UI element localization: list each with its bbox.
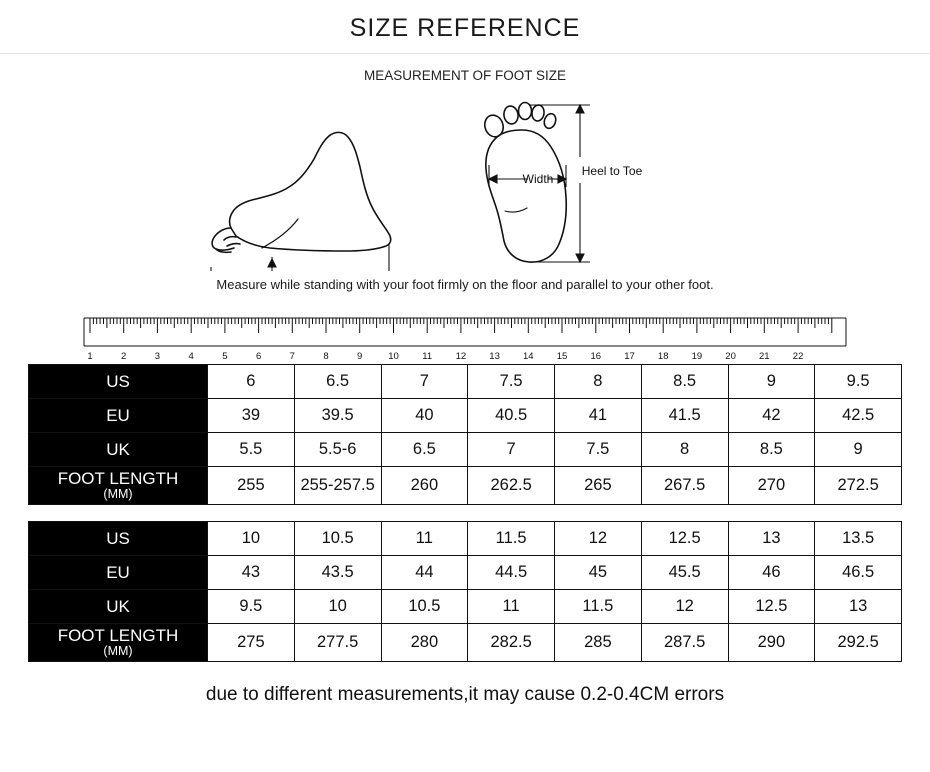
table-cell: 10 [294, 590, 381, 624]
ruler-label: 18 [657, 351, 669, 362]
measurement-instruction: Measure while standing with your foot firmly on the floor and parallel to your other foot. [216, 277, 714, 292]
footer-note: due to different measurements,it may cause 0.2-0.4CM errors [205, 684, 725, 705]
table-cell: 11.5 [468, 522, 555, 556]
ruler-label: 17 [624, 351, 635, 362]
table-cell: 6.5 [381, 433, 468, 467]
table-cell: 45 [555, 556, 642, 590]
row-header-label: UK [106, 439, 130, 459]
ruler-label: 12 [455, 351, 467, 362]
table-cell: 10.5 [381, 590, 468, 624]
ruler-label: 8 [323, 351, 329, 362]
table-cell: 13 [728, 522, 815, 556]
side-view-foot-icon [212, 132, 391, 252]
table-cell: 7.5 [468, 365, 555, 399]
table-cell: 292.5 [815, 624, 902, 662]
table-cell: 272.5 [815, 467, 902, 505]
ruler-graphic [0, 304, 930, 364]
ruler-label: 11 [422, 351, 433, 362]
table-cell: 290 [728, 624, 815, 662]
table-cell: 40.5 [468, 399, 555, 433]
row-header-label: US [106, 371, 130, 391]
ruler-label: 21 [759, 351, 770, 362]
table-cell: 43.5 [294, 556, 381, 590]
top-view-width-label: Width [522, 172, 554, 186]
ruler-label: 15 [556, 351, 568, 362]
table-cell: 270 [728, 467, 815, 505]
row-header [29, 365, 208, 399]
table-cell: 11 [468, 590, 555, 624]
ruler-label: 2 [121, 351, 127, 362]
top-view-heel-to-toe-label: Heel to Toe [581, 164, 643, 178]
table-row [29, 556, 902, 590]
table-cell: 285 [555, 624, 642, 662]
ruler-label: 14 [523, 351, 534, 362]
row-header-label: US [106, 528, 130, 548]
table-cell: 41 [555, 399, 642, 433]
table-row [29, 365, 902, 399]
table-cell: 265 [555, 467, 642, 505]
row-header [29, 522, 208, 556]
ruler-label: 3 [154, 351, 161, 362]
table-cell: 12 [555, 522, 642, 556]
table-cell: 5.5-6 [294, 433, 381, 467]
ruler-label: 5 [222, 351, 228, 362]
row-header-unit: (MM) [103, 487, 133, 502]
table-cell: 260 [381, 467, 468, 505]
table-cell: 7.5 [555, 433, 642, 467]
table-cell: 39 [208, 399, 295, 433]
row-header-unit: (MM) [103, 644, 133, 659]
table-cell: 42 [728, 399, 815, 433]
side-view-width-dimension [268, 257, 276, 271]
table-cell: 6 [208, 365, 295, 399]
size-table-block-1 [28, 364, 902, 505]
table-cell: 8 [641, 433, 728, 467]
table-cell: 287.5 [641, 624, 728, 662]
table-cell: 46 [728, 556, 815, 590]
size-table-1 [28, 364, 902, 505]
row-header [29, 556, 208, 590]
ruler-label: 1 [87, 351, 93, 362]
ruler-label: 22 [792, 351, 804, 362]
row-header-label: EU [106, 405, 130, 425]
table-cell: 6.5 [294, 365, 381, 399]
row-header [29, 433, 208, 467]
table-cell: 44 [381, 556, 468, 590]
table-cell: 42.5 [815, 399, 902, 433]
ruler-label: 6 [255, 351, 262, 362]
table-cell: 8 [555, 365, 642, 399]
row-header [29, 467, 208, 505]
page-title: SIZE REFERENCE [349, 14, 581, 42]
table-cell: 275 [208, 624, 295, 662]
ruler-label: 19 [691, 351, 703, 362]
table-cell: 255-257.5 [294, 467, 381, 505]
ruler-label: 20 [725, 351, 736, 362]
page-subtitle: MEASUREMENT OF FOOT SIZE [363, 68, 567, 83]
table-cell: 9 [815, 433, 902, 467]
table-cell: 40 [381, 399, 468, 433]
table-cell: 13.5 [815, 522, 902, 556]
size-table-2 [28, 521, 902, 662]
size-table-block-2 [28, 521, 902, 662]
table-cell: 9 [728, 365, 815, 399]
table-cell: 13 [815, 590, 902, 624]
row-header-label: UK [106, 596, 130, 616]
table-cell: 8.5 [728, 433, 815, 467]
table-cell: 12 [641, 590, 728, 624]
row-header-label: EU [106, 562, 130, 582]
table-row [29, 467, 902, 505]
title-divider [0, 53, 930, 54]
ruler-label: 7 [289, 351, 295, 362]
table-row [29, 522, 902, 556]
table-row [29, 624, 902, 662]
table-cell: 11.5 [555, 590, 642, 624]
ruler-label: 16 [590, 351, 602, 362]
table-cell: 255 [208, 467, 295, 505]
ruler-label: 9 [357, 351, 363, 362]
table-cell: 10 [208, 522, 295, 556]
row-header [29, 624, 208, 662]
table-cell: 11 [381, 522, 468, 556]
row-header-label: FOOT LENGTH [57, 468, 179, 488]
table-cell: 10.5 [294, 522, 381, 556]
table-row [29, 433, 902, 467]
table-cell: 267.5 [641, 467, 728, 505]
table-cell: 43 [208, 556, 295, 590]
table-row [29, 590, 902, 624]
foot-measurement-diagram [0, 91, 930, 271]
row-header [29, 399, 208, 433]
table-cell: 282.5 [468, 624, 555, 662]
table-cell: 7 [381, 365, 468, 399]
table-cell: 45.5 [641, 556, 728, 590]
table-cell: 277.5 [294, 624, 381, 662]
table-cell: 5.5 [208, 433, 295, 467]
table-cell: 44.5 [468, 556, 555, 590]
row-header-label: FOOT LENGTH [57, 625, 179, 645]
table-cell: 262.5 [468, 467, 555, 505]
side-view-heel-to-toe-dimension [211, 243, 389, 271]
ruler-label: 4 [188, 351, 194, 362]
table-row [29, 399, 902, 433]
table-cell: 9.5 [208, 590, 295, 624]
ruler-label: 13 [489, 351, 500, 362]
table-cell: 12.5 [728, 590, 815, 624]
table-cell: 280 [381, 624, 468, 662]
table-cell: 8.5 [641, 365, 728, 399]
table-cell: 41.5 [641, 399, 728, 433]
ruler-label: 10 [388, 351, 399, 362]
table-cell: 12.5 [641, 522, 728, 556]
row-header [29, 590, 208, 624]
table-cell: 9.5 [815, 365, 902, 399]
table-cell: 46.5 [815, 556, 902, 590]
table-cell: 39.5 [294, 399, 381, 433]
table-cell: 7 [468, 433, 555, 467]
